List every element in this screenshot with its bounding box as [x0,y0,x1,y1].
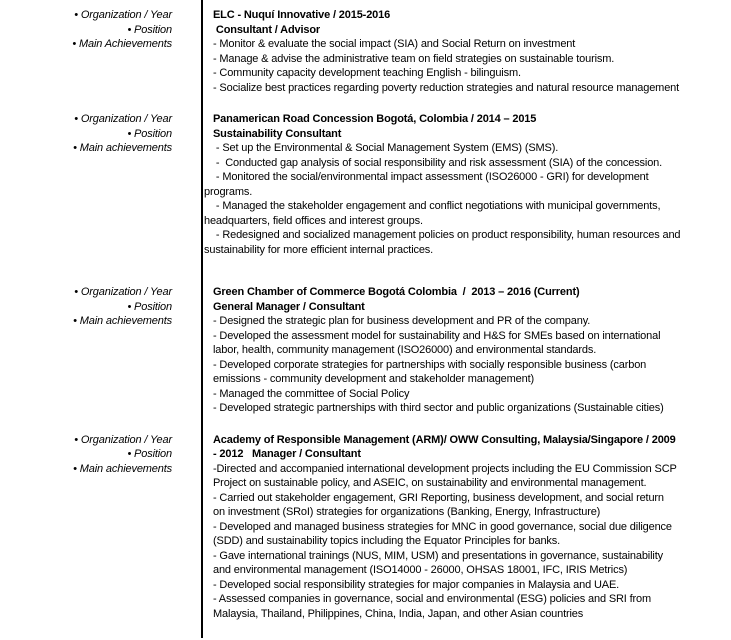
cv-entry-arm-oww [0,433,731,622]
achievement-line: - Designed the strategic plan for business development and PR of the company. [213,315,591,327]
achievement-line: labor, health, community management (ISO26000) and environmental standards. [213,344,597,356]
achievement-line: - Developed social responsibility strategies for major companies in Malaysia and UAE. [213,578,620,591]
achievement-line: - Gave international trainings (NUS, MIM, USM) and presentations in governance, sustainability [213,549,663,562]
achievement-line: emissions - community development and stakeholder management) [213,373,535,385]
achievement-line: - Developed strategic partnerships with third sector and public organizations (Sustainable cities) [213,402,664,414]
achievement-line: - Assessed companies in governance, social and environmental (ESG) policies and SRI from [213,593,652,605]
entry-position: Consultant / Advisor [213,23,321,36]
achievement-line: - Monitor & evaluate the social impact (SIA) and Social Return on investment [213,38,576,50]
label-organization-year: • Organization / Year [74,113,172,125]
label-position: • Position [127,300,172,313]
achievement-line: programs. [204,185,253,198]
entry-labels [0,285,201,329]
entry-position: Sustainability Consultant [213,127,342,140]
achievement-line: (SDD) and sustainability topics including the Equator Principles for banks. [213,535,561,547]
entry-position: - 2012 Manager / Consultant [213,448,361,460]
entry-content [201,112,731,257]
achievement-line: - Socialize best practices regarding poverty reduction strategies and natural resource management [213,81,680,94]
entry-position: General Manager / Consultant [213,300,365,313]
achievement-line: sustainability for more efficient internal practices. [204,243,434,256]
label-position: • Position [127,127,172,140]
entry-content [201,433,731,622]
entry-labels [0,8,201,52]
achievement-line: -Directed and accompanied international development projects including the EU Commission SCP [213,462,677,475]
achievement-line: headquarters, field offices and interest groups. [204,214,423,227]
achievement-line: Project on sustainable policy, and ASEIC, on sustainability and environmental management. [213,477,647,489]
label-organization-year: • Organization / Year [74,433,172,446]
cv-entry-elc [0,8,731,95]
label-position: • Position [127,23,172,36]
entry-organization-year: ELC - Nuquí Innovative / 2015-2016 [213,9,391,21]
achievement-line: - Conducted gap analysis of social responsibility and risk assessment (SIA) of the concession. [213,156,663,169]
achievement-line: - Developed corporate strategies for partnerships with socially responsible business (carbon [213,358,647,371]
entry-organization-year: Academy of Responsible Management (ARM)/ OWW Consulting, Malaysia/Singapore / 2009 [213,433,676,446]
label-main-achievements: • Main achievements [73,462,172,475]
achievement-line: Malaysia, Thailand, Philippines, China, India, Japan, and other Asian countries [213,607,584,620]
label-main-achievements: • Main achievements [73,142,172,154]
achievement-line: - Monitored the social/environmental impact assessment (ISO26000 - GRI) for development [213,171,649,183]
column-divider-line [201,0,203,638]
achievement-line: - Community capacity development teaching English - bilinguism. [213,67,521,79]
achievement-line: - Developed and managed business strategies for MNC in good governance, social due diligence [213,520,672,533]
achievement-line: - Managed the stakeholder engagement and conflict negotiations with municipal governments, [213,200,661,212]
label-main-achievements: • Main achievements [73,315,172,327]
label-position: • Position [127,448,172,460]
achievement-line: and environmental management (ISO14000 - 26000, OHSAS 18001, IFC, IRIS Metrics) [213,564,628,576]
entry-organization-year: Panamerican Road Concession Bogotá, Colombia / 2014 – 2015 [213,113,537,125]
achievement-line: - Developed the assessment model for sustainability and H&S for SMEs based on international [213,329,661,342]
entry-organization-year: Green Chamber of Commerce Bogotá Colombia / 2013 – 2016 (Current) [213,286,580,298]
entry-labels [0,433,201,477]
entry-content [201,285,731,416]
entry-labels [0,112,201,156]
achievement-line: - Manage & advise the administrative team on field strategies on sustainable tourism. [213,52,615,65]
cv-entry-panamerican [0,112,731,257]
achievement-line: - Managed the committee of Social Policy [213,387,410,400]
label-organization-year: • Organization / Year [74,9,172,21]
entry-content [201,8,731,95]
achievement-line: - Carried out stakeholder engagement, GRI Reporting, business development, and social return [213,491,664,504]
cv-entry-green-chamber [0,285,731,416]
label-organization-year: • Organization / Year [74,286,172,298]
achievement-line: - Redesigned and socialized management policies on product responsibility, human resources and [213,229,681,241]
achievement-line: on investment (SRoI) strategies for organizations (Banking, Energy, Infrastructure) [213,506,601,518]
achievement-line: - Set up the Environmental & Social Management System (EMS) (SMS). [213,142,559,154]
label-main-achievements: • Main Achievements [72,38,172,50]
